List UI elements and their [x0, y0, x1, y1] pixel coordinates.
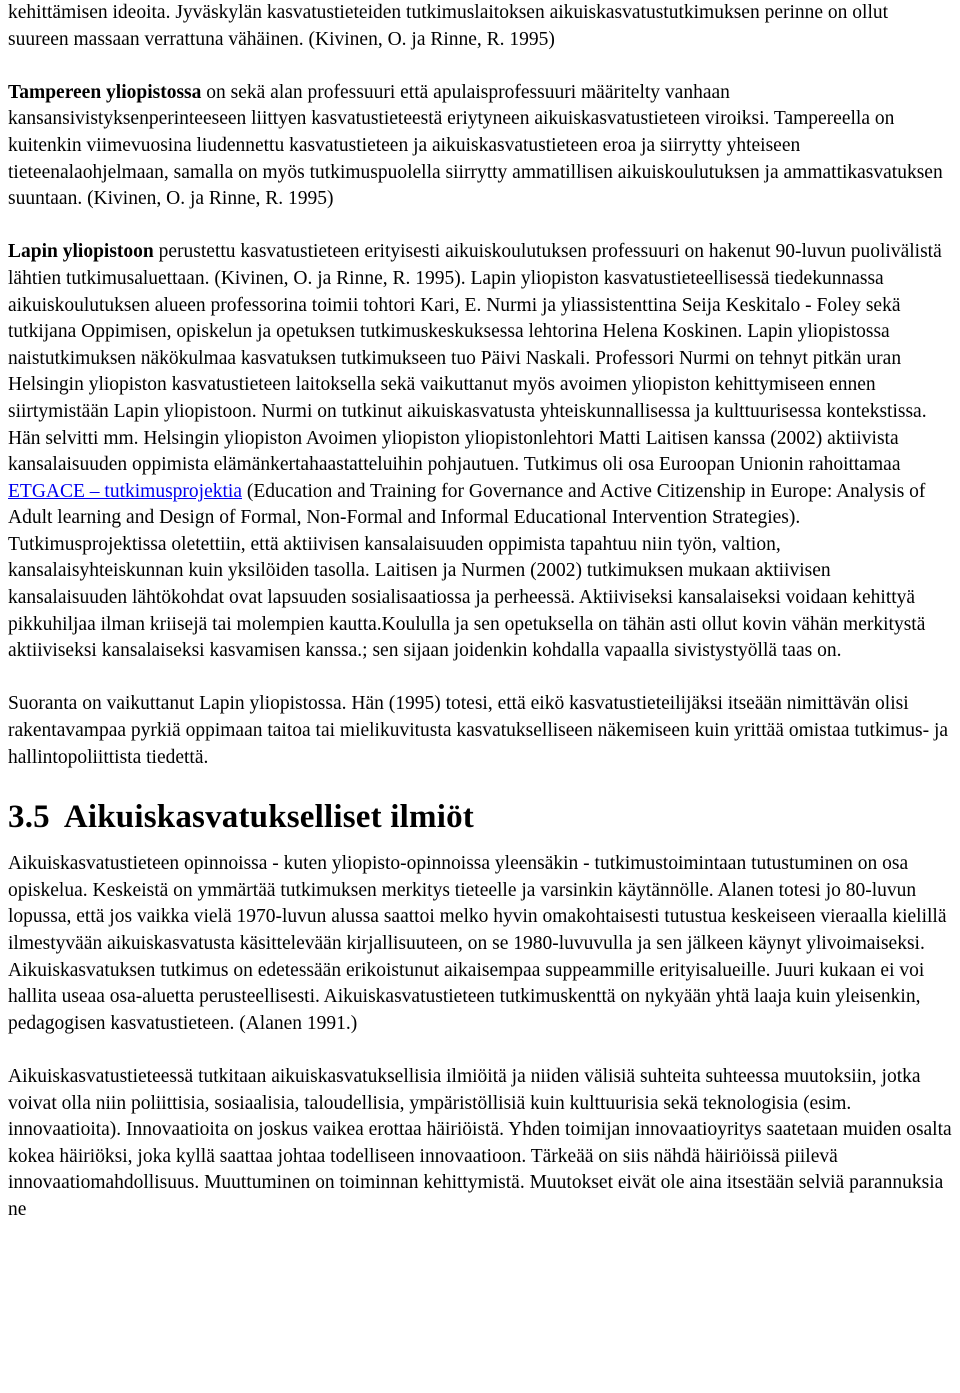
tampere-bold-lead: Tampereen yliopistossa: [8, 81, 202, 103]
section-number: 3.5: [8, 799, 50, 836]
lappi-bold-lead: Lapin yliopistoon: [8, 241, 154, 263]
heading-gap: [8, 771, 952, 797]
section-title: Aikuiskasvatukselliset ilmiöt: [63, 799, 474, 836]
paragraph-lappi: [8, 239, 952, 665]
paragraph-suoranta: [8, 691, 952, 771]
paragraph-lappi-text-1: perustettu kasvatustieteen erityisesti aikuiskoulutuksen professuuri on hakenut 90-luvun puolivälistä lähtien tutkimusaluettaan. (Kivinen, O. ja Rinne, R. 1995). Lapin yliopiston kasvatustieteellisessä tiedekunnassa aikuiskoulutuksen alueen professorina toimii tohtori Kari, E. Nurmi ja yliassistenttina Seija Keskitalo - Foley sekä tutkijana Oppimisen, opiskelun ja opetuksen tutkimuskeskuksessa lehtorina Helena Koskinen. Lapin yliopistossa naistutkimuksen näkökulmaa kasvatuksen tutkimukseen tuo Päivi Naskali. Professori Nurmi on tehnyt pitkän uran Helsingin yliopiston kasvatustieteen laitoksella sekä vaikuttanut myös avoimen yliopiston kehittymiseen ennen siirtymistään Lapin yliopistoon. Nurmi on tutkinut aikuiskasvatusta yhteiskunnallisessa ja kulttuurisessa kontekstissa. Hän selvitti mm. Helsingin yliopiston Avoimen yliopiston yliopistonlehtori Matti Laitisen kanssa (2002) aktiivista kansalaisuuden oppimista elämänkertahaastatteluihin pohjautuen. Tutkimus oli osa Euroopan Unionin rahoittamaa: [8, 241, 942, 476]
paragraph-suoranta-text: Suoranta on vaikuttanut Lapin yliopistossa. Hän (1995) totesi, että eikö kasvatustieteilijäksi itseään nimittävän olisi rakentavampaa pyrkiä oppimaan taitoa tai mielikuvitusta kasvatukselliseen näkemiseen kuin yrittää omistaa tutkimus- ja hallintopoliittista tiedettä.: [8, 693, 949, 768]
paragraph-studies-text: Aikuiskasvatustieteen opinnoissa - kuten yliopisto-opinnoissa yleensäkin - tutkimustoimintaan tutustuminen on osa opiskelua. Keskeistä on ymmärtää tutkimuksen merkitys tieteelle ja varsinkin käytännölle. Alanen totesi jo 80-luvun lopussa, että jos vaikka vielä 1970-luvun alussa saattoi melko hyvin omakohtaisesti tutustua keskeiseen vieraalla kielillä ilmestyvään aikuiskasvatusta käsittelevään kirjallisuuteen, on se 1980-luvuvulla ja sen jälkeen käynyt ylivoimaiseksi. Aikuiskasvatuksen tutkimus on edetessään erikoistunut aikaisempaa suppeammille erityisalueille. Juuri kukaan ei voi hallita useaa osa-aluetta perusteellisesti. Aikuiskasvatustieteen tutkimuskenttä on nykyään yhtä laaja kuin yleisenkin, pedagogisen kasvatustieteen. (Alanen 1991.): [8, 853, 947, 1034]
paragraph-studies: [8, 851, 952, 1037]
paragraph-intro: [8, 0, 952, 53]
paragraph-phenomena: [8, 1064, 952, 1224]
paragraph-intro-text: kehittämisen ideoita. Jyväskylän kasvatustieteiden tutkimuslaitoksen aikuiskasvatustutkimuksen perinne on ollut suureen massaan verrattuna vähäinen. (Kivinen, O. ja Rinne, R. 1995): [8, 2, 889, 50]
document-page: [8, 0, 952, 1224]
paragraph-gap: [8, 665, 952, 692]
etgace-link[interactable]: ETGACE – tutkimusprojektia: [8, 480, 242, 502]
paragraph-lappi-text-2: (Education and Training for Governance and Active Citizenship in Europe: Analysis of Adult learning and Design of Formal, Non-Formal and Informal Educational Intervention Strategies). Tutkimusprojektissa oletettiin, että aktiivisen kansalaisuuden oppimista tapahtuu niin työn, valtion, kansalaisyhteiskunnan kuin yksilöiden tasolla. Laitisen ja Nurmen (2002) tutkimuksen mukaan aktiivisen kansalaisuuden lähtökohdat ovat lapsuuden sosialisaatiossa ja perheessä. Aktiiviseksi kansalaiseksi voidaan kehittyä pikkuhiljaa ilman kriisejä tai molempien kautta.Koululla ja sen opetuksella on tähän asti ollut kovin vähän merkitystä aktiiviseksi kansalaiseksi kasvamisen kanssa.; sen sijaan joidenkin kohdalla vapaalla sivistystyöllä taas on.: [8, 480, 926, 662]
paragraph-tampere-text: on sekä alan professuuri että apulaisprofessuuri määritelty vanhaan kansansivistyksenperinteeseen liittyen kasvatustieteestä eriytyneen aikuiskasvatustieteen viroiksi. Tampereella on kuitenkin viimevuosina liudennettu kasvatustieteen ja aikuiskasvatustieteen eroa ja siirrytty yhteiseen tieteenalaohjelmaan, samalla on myös tutkimuspuolella siirrytty ammatillisen aikuiskoulutuksen ja ammattikasvatuksen suuntaan. (Kivinen, O. ja Rinne, R. 1995): [8, 81, 943, 210]
heading-gap: [8, 837, 952, 851]
section-heading: [8, 797, 952, 837]
paragraph-phenomena-text: Aikuiskasvatustieteessä tutkitaan aikuiskasvatuksellisia ilmiöitä ja niiden välisiä suhteita suhteessa muutoksiin, jotka voivat olla niin poliittisia, sosiaalisia, taloudellisia, ympäristöllisiä kuin kulttuurisia sekä teknologisia (esim. innovaatioita). Innovaatioita on joskus vaikea erottaa häiriöistä. Yhden toimijan innovaatioyritys saatetaan muiden osalta kokea häiriöksi, joka kyllä saattaa johtaa todelliseen innovaatioon. Tärkeää on siis nähdä häiriöissä piilevä innovaatiomahdollisuus. Muuttuminen on toiminnan kehittymistä. Muutokset eivät ole aina itsestään selviä parannuksia ne: [8, 1065, 952, 1220]
paragraph-tampere: [8, 80, 952, 213]
paragraph-gap: [8, 1037, 952, 1064]
paragraph-gap: [8, 213, 952, 240]
paragraph-gap: [8, 53, 952, 80]
